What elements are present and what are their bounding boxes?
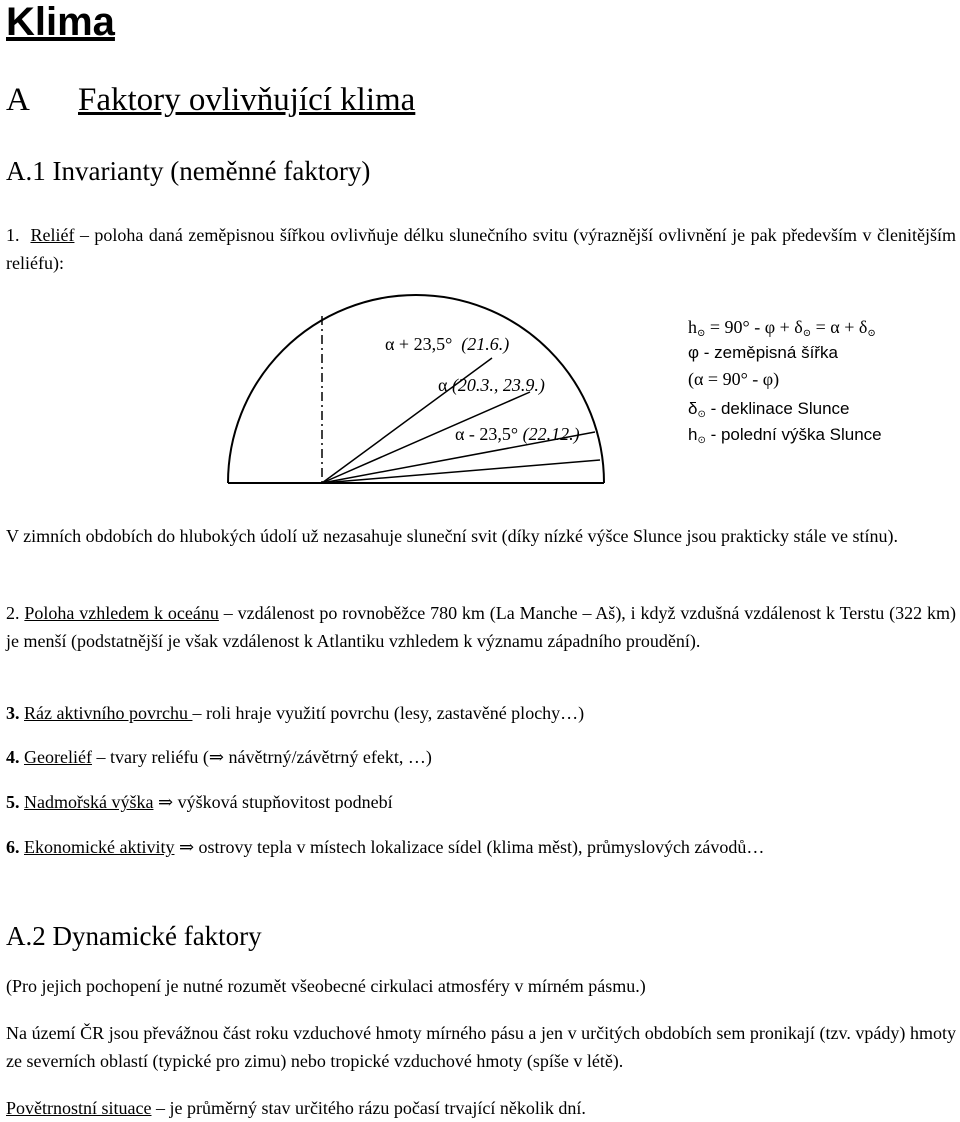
item-4-paragraph [6,743,956,771]
sun-symbol: ⊙ [697,409,706,420]
formula-part: = 90° - φ + δ [705,317,803,337]
a2-air-masses-paragraph: Na území ČR jsou převážnou část roku vzduchové hmoty mírného pásu a jen v určitých obdobích sem pronikají (tzv. vpády) hmoty ze severních oblastí (typické pro zimu) nebo tropické vzduchové hmoty (spíše v létě). [6,1023,956,1071]
formula-h: h [688,317,697,337]
item-6-number: 6. [6,837,20,857]
sun-symbol: ⊙ [697,435,706,446]
item-3-paragraph [6,699,956,727]
section-title: Faktory ovlivňující klima [78,82,416,118]
item-5-text: ⇒ výšková stupňovitost podnebí [153,792,393,812]
label-equinox [438,374,545,396]
item-5-number: 5. [6,792,20,812]
item-5-paragraph [6,788,956,816]
item-1-number: 1. [6,225,20,245]
item-6-term: Ekonomické aktivity [24,837,175,857]
item-2-term: Poloha vzhledem k oceánu [24,603,219,623]
sun-symbol: ⊙ [867,328,876,339]
subsection-heading-a1: A.1 Invarianty (neměnné faktory) [6,156,371,186]
label-winter-expr: α - 23,5° [455,424,519,444]
item-2-number: 2. [6,603,20,623]
formula-latitude: φ - zeměpisná šířka [688,343,838,362]
label-equinox-date: (20.3., 23.9.) [451,375,545,395]
item-4-number: 4. [6,747,20,767]
formula-delta: δ [688,399,698,418]
label-winter-date: (22.12.) [522,424,580,444]
formula-noon-height [688,424,882,452]
item-6-paragraph [6,833,956,861]
label-winter [455,423,580,445]
label-equinox-expr: α [438,375,448,395]
winter-paragraph: V zimních obdobích do hlubokých údolí už nezasahuje sluneční svit (díky nízké výšce Slunce jsou prakticky stále ve stínu). [6,526,898,546]
item-1-text: – poloha daná zeměpisnou šířkou ovlivňuje délku slunečního svitu (výraznější ovlivnění je pak především v členitějším reliéfu): [6,225,957,273]
sun-symbol: ⊙ [802,328,812,339]
formula-declination [688,398,850,426]
item-3-number: 3. [6,703,20,723]
weather-situation-term: Povětrnostní situace [6,1098,152,1118]
formula-sun-height [688,316,876,345]
a2-weather-situation-paragraph [6,1094,956,1122]
item-5-term: Nadmořská výška [24,792,154,812]
formula-part: = α + δ [811,317,868,337]
item-2-text: – vzdálenost po rovnoběžce 780 km (La Manche – Aš), i když vzdušná vzdálenost k Terstu (322 km) je menší (podstatnější je však vzdálenost k Atlantiku vzhledem k významu západního proudění). [6,603,956,651]
weather-situation-text: – je průměrný stav určitého rázu počasí trvající několik dní. [151,1098,586,1118]
item-6-text: ⇒ ostrovy tepla v místech lokalizace sídel (klima měst), průmyslových závodů… [174,837,765,857]
item-1-term: Reliéf [30,225,75,245]
item-2-paragraph [6,599,956,655]
item-3-term: Ráz aktivního povrchu [24,703,193,723]
ray-extra [322,460,600,483]
item-4-term: Georeliéf [24,747,92,767]
subsection-heading-a2: A.2 Dynamické faktory [6,921,262,951]
item-3-text: – roli hraje využití povrchu (lesy, zastavěné plochy…) [192,703,585,723]
page-title: Klima [6,0,115,44]
section-letter: A [6,82,30,118]
label-summer [385,333,509,355]
formula-alpha: (α = 90° - φ) [688,369,780,389]
sun-symbol: ⊙ [697,328,706,339]
a2-intro-paragraph: (Pro jejich pochopení je nutné rozumět všeobecné cirkulaci atmosféry v mírném pásmu.) [6,976,646,996]
label-summer-expr: α + 23,5° [385,334,453,354]
label-summer-date: (21.6.) [461,334,510,354]
item-4-text: – tvary reliéfu (⇒ návětrný/závětrný efekt, …) [91,747,432,767]
formula-part: - polední výška Slunce [705,425,882,444]
formula-part: - deklinace Slunce [705,399,850,418]
formula-h: h [688,425,698,444]
horizon-semicircle [228,295,604,483]
